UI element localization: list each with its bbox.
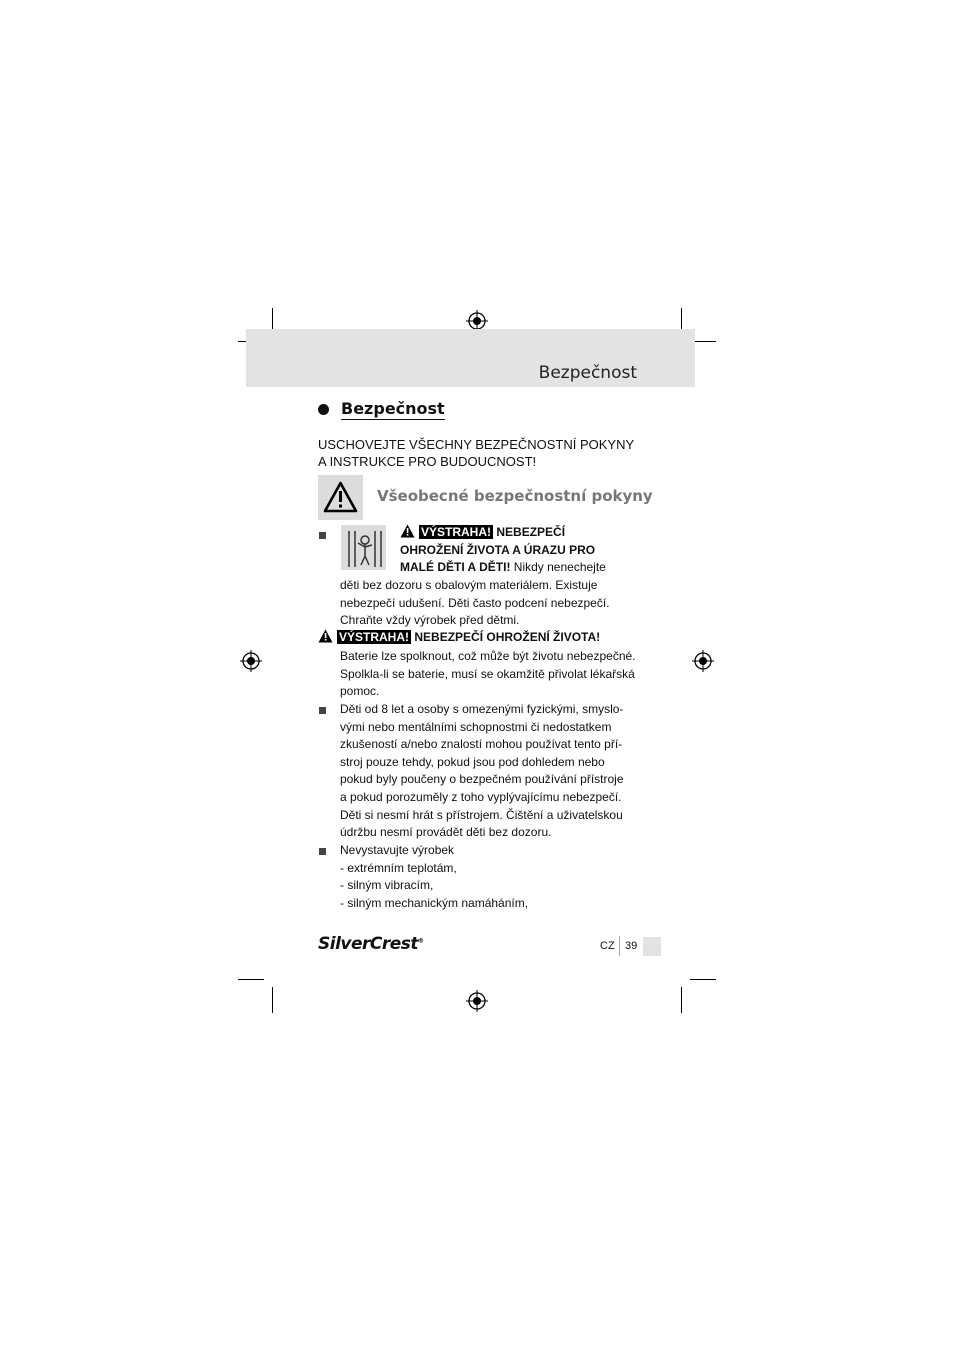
warning-heading: NEBEZPEČÍ OHROŽENÍ ŽIVOTA! xyxy=(414,630,601,644)
warning-heading: NEBEZPEČÍ xyxy=(496,525,566,539)
registration-mark-icon xyxy=(240,650,262,672)
footer-language: CZ xyxy=(600,940,615,952)
intro-line: A INSTRUKCE PRO BUDOUCNOST! xyxy=(318,454,537,469)
crop-mark xyxy=(272,987,273,1013)
body-line: Chraňte vždy výrobek před dětmi. xyxy=(340,613,520,628)
warning-triangle-icon xyxy=(318,475,363,520)
body-line: - extrémním teplotám, xyxy=(340,860,457,875)
warning-item-battery xyxy=(318,629,658,647)
body-line: a pokud porozuměly z toho vyplývajícímu nebezpečí. xyxy=(340,789,622,804)
brand-logo-text: SilverCrest xyxy=(318,934,419,954)
warning-item-battery-body xyxy=(340,648,660,701)
warning-heading: MALÉ DĚTI A DĚTI! xyxy=(400,560,511,575)
warning-label: VÝSTRAHA! xyxy=(339,630,410,644)
list-item-exposure xyxy=(340,842,660,912)
warning-item-children xyxy=(400,524,645,577)
body-line: pokud byly poučeny o bezpečném používání přístroje xyxy=(340,772,624,787)
warning-heading: OHROŽENÍ ŽIVOTA A ÚRAZU PRO xyxy=(400,542,596,557)
list-item-persons xyxy=(340,701,660,842)
footer-tab-box xyxy=(643,937,661,956)
warning-line xyxy=(400,559,645,577)
crop-mark xyxy=(238,979,264,980)
header-band xyxy=(246,329,695,387)
body-line: - silným mechanickým namáháním, xyxy=(340,895,529,910)
subheading: Všeobecné bezpečnostní pokyny xyxy=(377,487,653,505)
footer-separator xyxy=(619,936,620,956)
warning-triangle-icon xyxy=(400,524,415,538)
body-line: - silným vibracím, xyxy=(340,878,434,893)
list-bullet xyxy=(319,848,326,855)
page-number: 39 xyxy=(625,940,638,952)
body-line: vými nebo mentálními schopnostmi či nedostatkem xyxy=(340,719,612,734)
intro-text xyxy=(318,436,648,470)
body-line: Spolkla-li se baterie, musí se okamžitě přivolat lékařská xyxy=(340,666,635,681)
body-line: Baterie lze spolknout, což může být životu nebezpečné. xyxy=(340,649,636,663)
crop-mark xyxy=(681,987,682,1013)
section-title xyxy=(318,399,445,420)
registration-mark-icon xyxy=(466,990,488,1012)
body-line: zkušeností a/nebo znalostí mohou používat tento pří- xyxy=(340,737,623,752)
section-title-text: Bezpečnost xyxy=(341,399,445,418)
body-line: Děti si nesmí hrát s přístrojem. Čištění a uživatelskou xyxy=(340,807,623,822)
body-line: Nevystavujte výrobek xyxy=(340,843,455,857)
registration-mark-icon xyxy=(692,650,714,672)
list-bullet xyxy=(319,707,326,714)
warning-box xyxy=(318,475,363,520)
warning-text: Nikdy nenechejte xyxy=(513,560,606,575)
body-line: nebezpečí udušení. Děti často podcení nebezpečí. xyxy=(340,595,610,610)
warning-item-children-body xyxy=(340,577,660,630)
body-line: pomoc. xyxy=(340,684,380,699)
crop-mark xyxy=(690,979,716,980)
body-line: údržbu nesmí provádět děti bez dozoru. xyxy=(340,825,552,840)
warning-label: VÝSTRAHA! xyxy=(421,525,492,539)
body-line: stroj pouze tehdy, pokud jsou pod dohledem nebo xyxy=(340,754,605,769)
body-line: děti bez dozoru s obalovým materiálem. Existuje xyxy=(340,578,598,592)
list-bullet xyxy=(319,532,326,539)
intro-line: USCHOVEJTE VŠECHNY BEZPEČNOSTNÍ POKYNY xyxy=(318,437,635,452)
page-header-title: Bezpečnost xyxy=(538,363,637,383)
warning-line xyxy=(318,629,658,647)
warning-line xyxy=(400,524,645,542)
brand-logo: SilverCrest® xyxy=(318,934,424,954)
child-warning-icon xyxy=(341,525,386,570)
warning-triangle-icon xyxy=(318,629,333,643)
bullet-dot-icon xyxy=(318,404,329,415)
body-line: Děti od 8 let a osoby s omezenými fyzickými, smyslo- xyxy=(340,702,624,716)
